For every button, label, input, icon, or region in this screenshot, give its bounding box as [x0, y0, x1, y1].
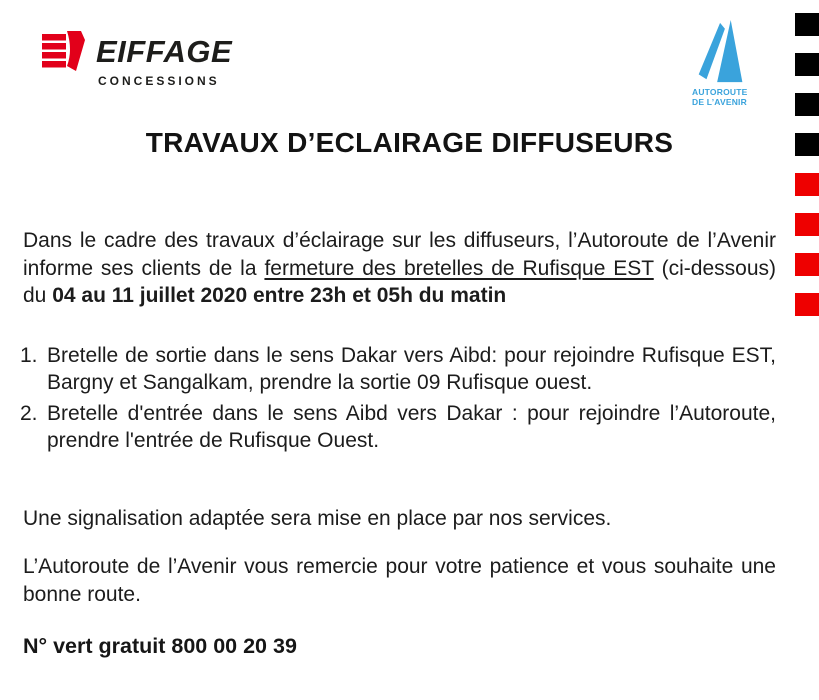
closing-signage-line: Une signalisation adaptée sera mise en place par nos services.	[23, 506, 612, 530]
closing-thanks-line: L’Autoroute de l’Avenir vous remercie pour votre patience et vous souhaite une bonne route.	[23, 555, 776, 606]
corner-square	[795, 93, 819, 116]
header	[0, 0, 819, 112]
eiffage-wordmark	[96, 30, 232, 88]
eiffage-subtitle-text: CONCESSIONS	[98, 74, 220, 88]
avenir-wordmark	[692, 88, 766, 108]
eiffage-logo	[42, 30, 232, 88]
autoroute-avenir-logo	[692, 20, 766, 108]
avenir-line1: AUTOROUTE	[692, 87, 748, 97]
corner-square	[795, 293, 819, 316]
eiffage-brand-text: EIFFAGE	[96, 34, 233, 69]
green-number-line: N° vert gratuit 800 00 20 39	[23, 634, 297, 658]
text-segment: (ci-dessous) du	[23, 256, 776, 307]
text-segment: 04 au 11 juillet 2020 entre 23h et 05h du matin	[52, 284, 507, 307]
corner-square	[795, 53, 819, 76]
eiffage-stack-icon	[42, 30, 86, 72]
text-segment: Dans le cadre des travaux d’éclairage sur les diffuseurs, l’Autoroute de l’Avenir informe ses clients de la	[23, 229, 776, 280]
instruction-list	[0, 342, 819, 455]
list-item-text: Bretelle de sortie dans le sens Dakar vers Aibd: pour rejoindre Rufisque EST, Bargny et Sangalkam, prendre la sortie 09 Rufisque ouest.	[47, 343, 776, 394]
text-segment: fermeture des bretelles de Rufisque EST	[264, 256, 654, 280]
list-item-number: 1.	[20, 343, 38, 367]
corner-square	[795, 253, 819, 276]
corner-square	[795, 173, 819, 196]
corner-square	[795, 13, 819, 36]
intro-paragraph	[23, 227, 776, 310]
list-item-2	[0, 400, 776, 455]
list-item-1	[0, 342, 776, 397]
corner-square	[795, 133, 819, 156]
corner-square	[795, 213, 819, 236]
avenir-line2: DE L’AVENIR	[692, 96, 747, 107]
page-title: TRAVAUX D’ECLAIRAGE DIFFUSEURS	[145, 127, 674, 158]
road-triangles-icon	[696, 20, 748, 86]
list-item-text: Bretelle d'entrée dans le sens Aibd vers Dakar : pour rejoindre l’Autoroute, prendre l'entrée de Rufisque Ouest.	[47, 401, 776, 452]
list-item-number: 2.	[20, 401, 38, 425]
corner-squares	[795, 13, 819, 316]
